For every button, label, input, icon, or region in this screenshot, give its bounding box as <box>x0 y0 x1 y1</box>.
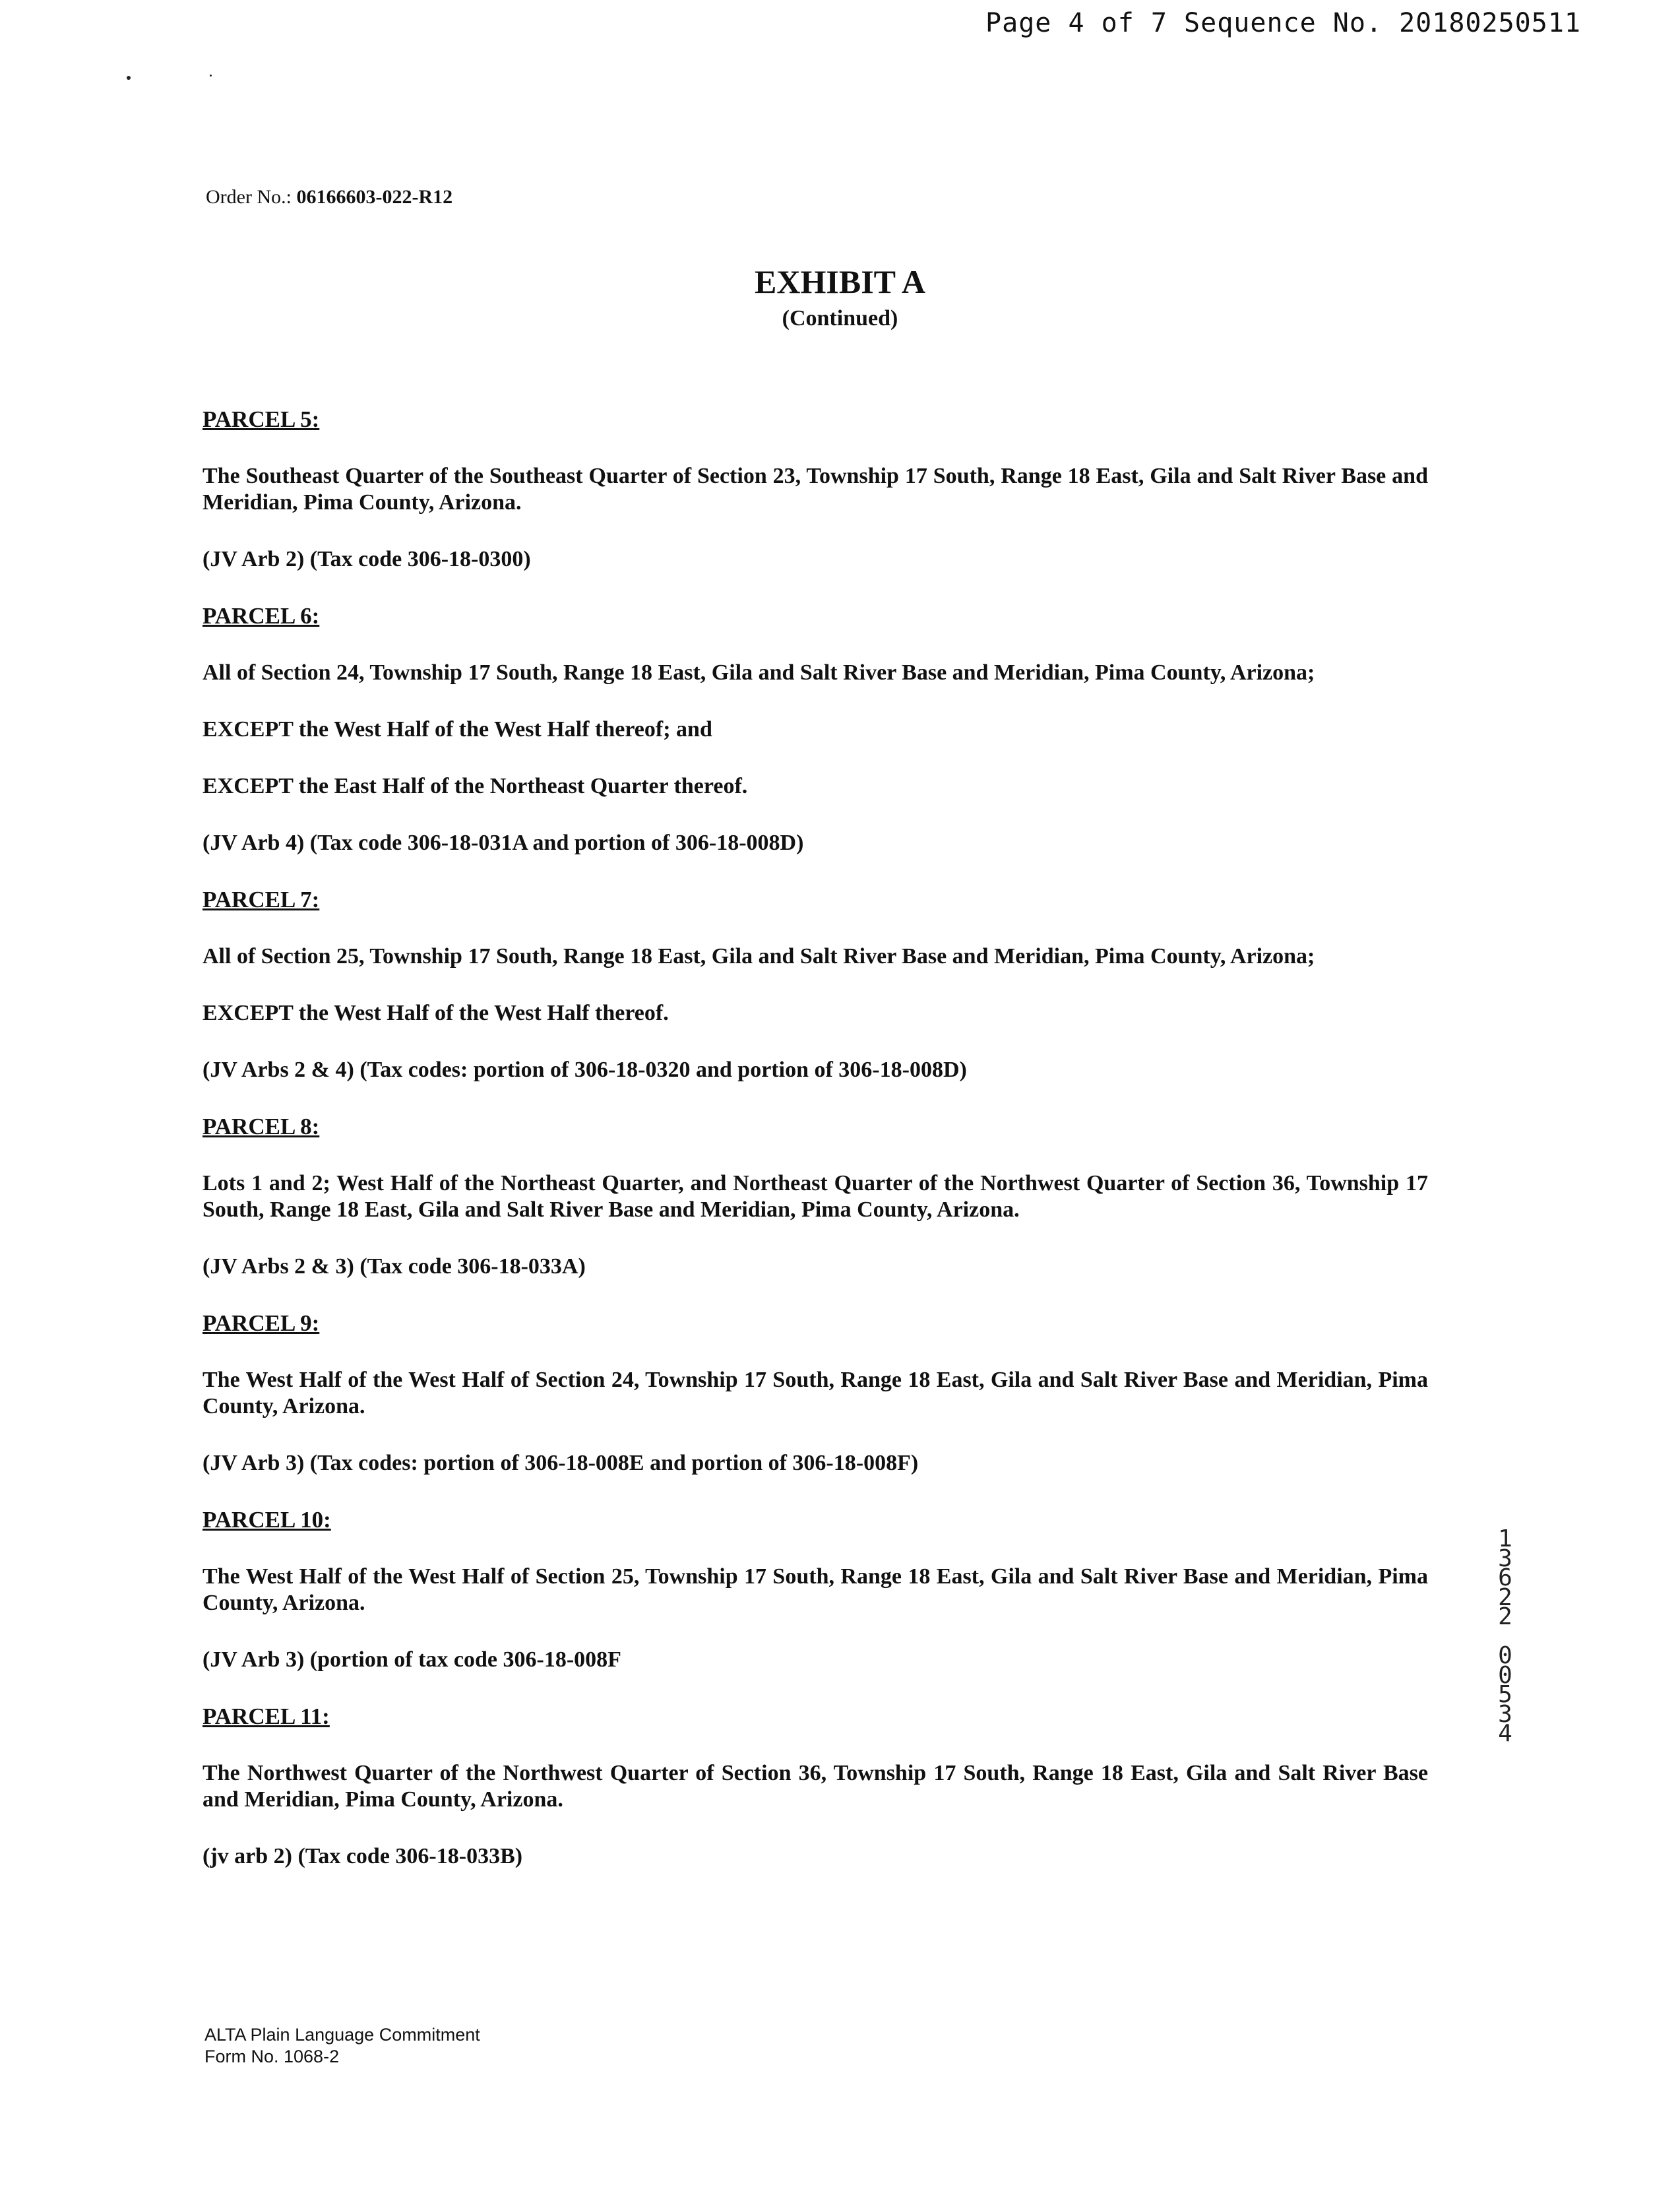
page-sequence-stamp: Page 4 of 7 Sequence No. 20180250511 <box>985 8 1581 38</box>
parcel-heading: PARCEL 9: <box>202 1310 320 1336</box>
side-stamp-char: 5 <box>1498 1681 1512 1708</box>
parcel-section <box>202 1507 1428 1673</box>
parcel-heading: PARCEL 7: <box>202 887 320 912</box>
parcel-description: Lots 1 and 2; West Half of the Northeast Quarter, and Northeast Quarter of the Northwest Quarter of Section 36, Township 17 South, Range 18 East, Gila and Salt River Base and Meridian, Pima County, Arizona. <box>202 1171 1428 1222</box>
form-footer <box>204 2024 480 2068</box>
parcel-section <box>202 1703 1428 1870</box>
order-number-value: 06166603-022-R12 <box>296 186 453 208</box>
parcel-description: All of Section 25, Township 17 South, Range 18 East, Gila and Salt River Base and Meridian, Pima County, Arizona; <box>202 944 1315 969</box>
scan-speck <box>210 75 212 77</box>
parcel-tax-code: (JV Arb 4) (Tax code 306-18-031A and portion of 306-18-008D) <box>202 831 804 855</box>
parcel-description: EXCEPT the West Half of the West Half thereof. <box>202 1001 669 1025</box>
parcel-tax-code: (JV Arbs 2 & 3) (Tax code 306-18-033A) <box>202 1254 586 1279</box>
parcel-tax-code: (JV Arb 3) (Tax codes: portion of 306-18-008E and portion of 306-18-008F) <box>202 1451 919 1475</box>
parcel-description: The West Half of the West Half of Section 24, Township 17 South, Range 18 East, Gila and Salt River Base and Meridian, Pima County, Arizona. <box>202 1368 1428 1418</box>
footer-form-title: ALTA Plain Language Commitment <box>204 2025 480 2045</box>
side-stamp-char: 0 <box>1498 1642 1512 1669</box>
parcel-tax-code: (JV Arb 2) (Tax code 306-18-0300) <box>202 547 531 571</box>
exhibit-title: EXHIBIT A <box>755 263 925 300</box>
parcel-section <box>202 406 1428 573</box>
side-stamp-char: 0 <box>1498 1661 1512 1689</box>
parcel-description: The Northwest Quarter of the Northwest Quarter of Section 36, Township 17 South, Range 18 East, Gila and Salt River Base and Meridian, Pima County, Arizona. <box>202 1761 1428 1812</box>
parcel-section <box>202 1114 1428 1280</box>
parcel-description: All of Section 24, Township 17 South, Range 18 East, Gila and Salt River Base and Meridian, Pima County, Arizona; <box>202 660 1315 685</box>
parcel-heading: PARCEL 10: <box>202 1507 331 1533</box>
side-stamp-char: 1 <box>1498 1525 1512 1552</box>
parcel-description: The Southeast Quarter of the Southeast Quarter of Section 23, Township 17 South, Range 18 East, Gila and Salt River Base and Meridian, Pima County, Arizona. <box>202 464 1428 515</box>
legal-description-body <box>202 406 1428 1900</box>
parcel-description: The West Half of the West Half of Section 25, Township 17 South, Range 18 East, Gila and Salt River Base and Meridian, Pima County, Arizona. <box>202 1564 1428 1615</box>
exhibit-subtitle: (Continued) <box>782 306 898 331</box>
parcel-description: EXCEPT the West Half of the West Half thereof; and <box>202 717 712 742</box>
parcel-tax-code: (JV Arbs 2 & 4) (Tax codes: portion of 306-18-0320 and portion of 306-18-008D) <box>202 1058 967 1082</box>
footer-form-number: Form No. 1068-2 <box>204 2047 340 2066</box>
order-number-line <box>206 186 452 208</box>
parcel-section <box>202 1310 1428 1477</box>
parcel-section <box>202 603 1428 856</box>
side-stamp-char: 6 <box>1498 1564 1512 1591</box>
scan-speck <box>127 76 131 80</box>
parcel-heading: PARCEL 11: <box>202 1703 330 1729</box>
side-stamp-char: 3 <box>1498 1700 1512 1728</box>
parcel-heading: PARCEL 6: <box>202 603 320 629</box>
parcel-tax-code: (jv arb 2) (Tax code 306-18-033B) <box>202 1844 523 1868</box>
parcel-tax-code: (JV Arb 3) (portion of tax code 306-18-008F <box>202 1647 621 1672</box>
parcel-heading: PARCEL 8: <box>202 1114 320 1139</box>
order-number-label: Order No.: <box>206 186 292 208</box>
docket-side-stamp <box>1492 1525 1518 1747</box>
side-stamp-char: 4 <box>1498 1720 1512 1747</box>
parcel-heading: PARCEL 5: <box>202 406 320 432</box>
side-stamp-char: 2 <box>1498 1603 1512 1630</box>
side-stamp-char: 2 <box>1498 1583 1512 1611</box>
parcel-description: EXCEPT the East Half of the Northeast Quarter thereof. <box>202 774 748 798</box>
side-stamp-char: 3 <box>1498 1544 1512 1572</box>
parcel-section <box>202 887 1428 1083</box>
